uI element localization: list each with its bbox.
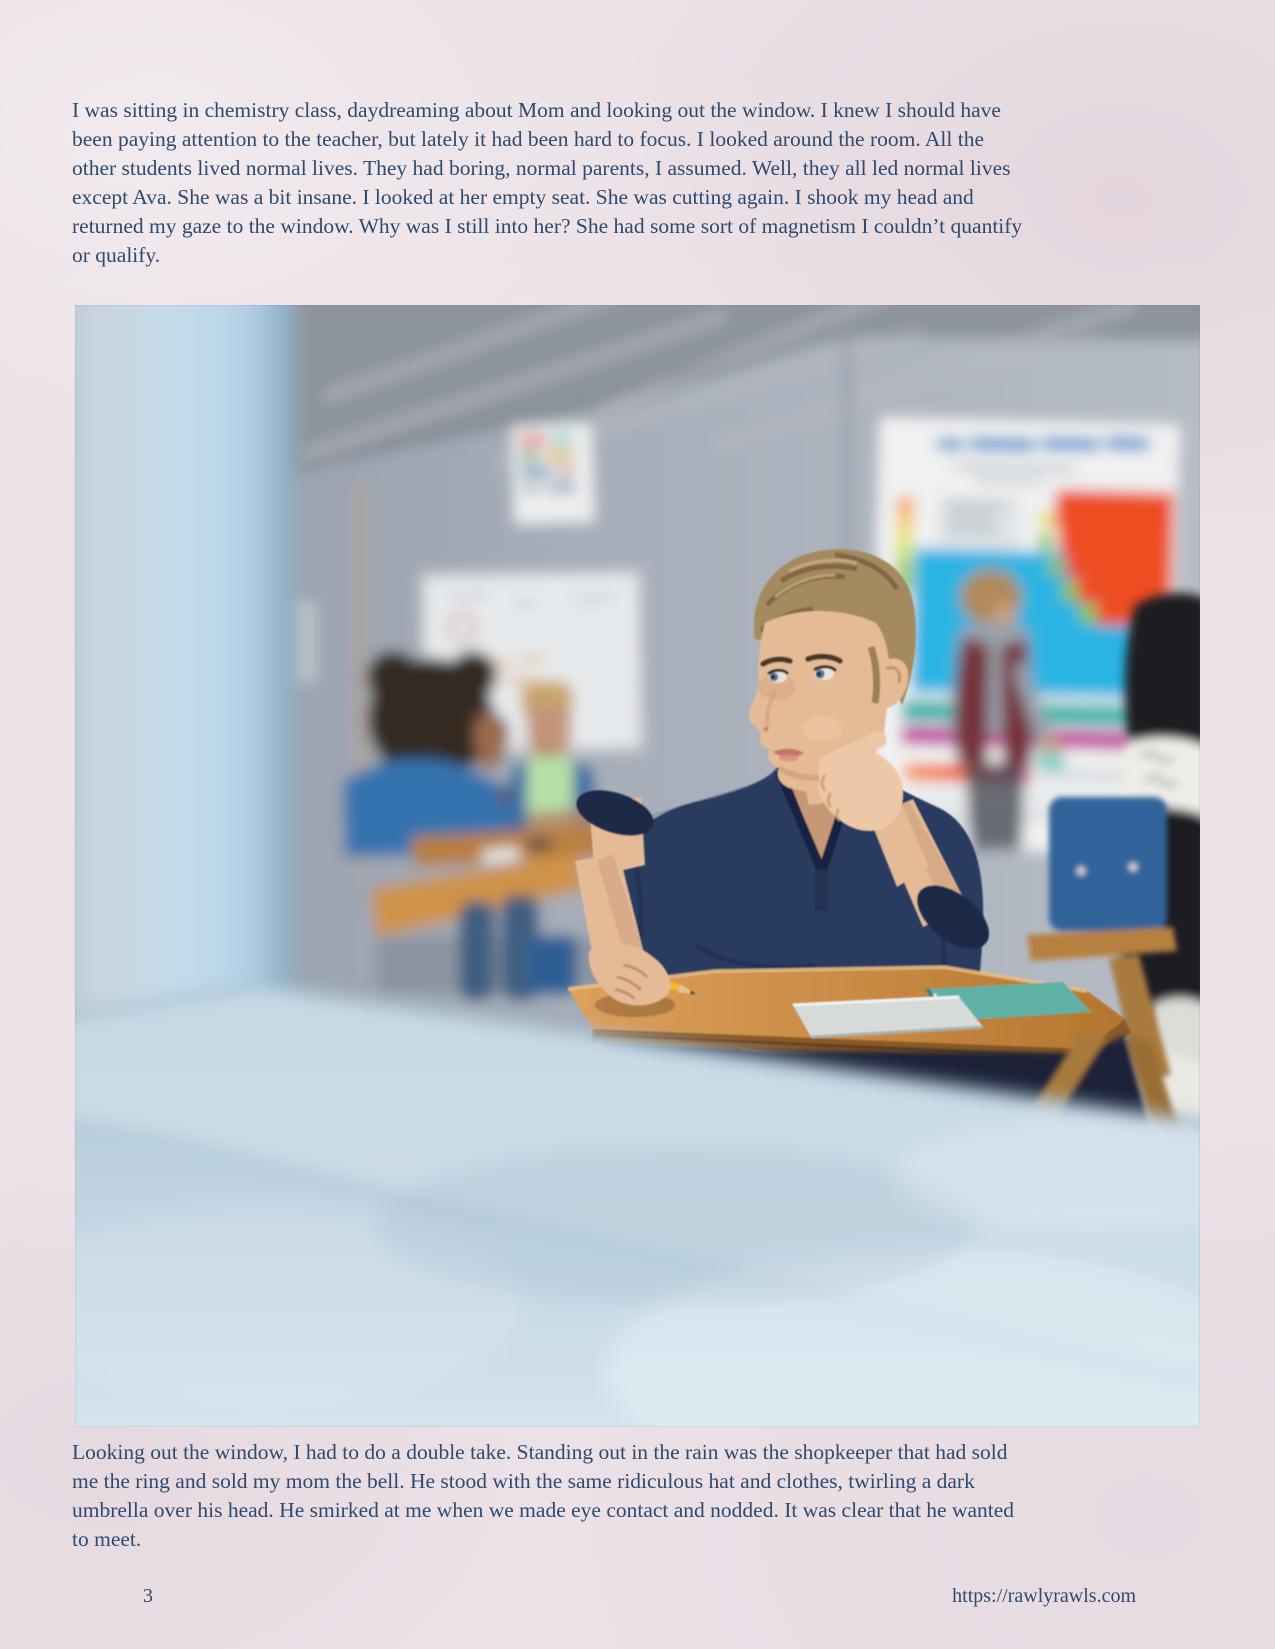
text-line: to meet. <box>72 1527 142 1551</box>
teacher-pants <box>965 763 1025 850</box>
student-boy-face <box>527 705 571 753</box>
wall-chart-small <box>511 424 594 525</box>
page-footer <box>72 1582 1136 1611</box>
text-line: other students lived normal lives. They had boring, normal parents, I assumed. Well, they all led normal lives <box>72 156 1011 180</box>
background-chair <box>527 935 577 995</box>
classroom-illustration <box>75 305 1200 1427</box>
student-jeans-leg <box>459 901 495 1001</box>
text-line: I was sitting in chemistry class, daydreaming about Mom and looking out the window. I knew I should have <box>72 98 1001 122</box>
text-line: umbrella over his head. He smirked at me when we made eye contact and nodded. It was clear that he wanted <box>72 1498 1015 1522</box>
classroom-scene <box>75 305 1200 1427</box>
page-number: 3 <box>143 1585 153 1607</box>
text-line: returned my gaze to the window. Why was I still into her? She had some sort of magnetism I couldn’t quantify <box>72 214 1023 238</box>
paragraph-bottom <box>72 1438 1136 1554</box>
paragraph-top <box>72 96 1136 270</box>
text-line: except Ava. She was a bit insane. I looked at her empty seat. She was cutting again. I shook my head and <box>72 185 974 209</box>
text-line: or qualify. <box>72 243 161 267</box>
site-link[interactable]: https://rawlyrawls.com <box>952 1585 1136 1607</box>
window-frame-inner-edge <box>271 305 289 1045</box>
teacher-vest <box>955 637 989 767</box>
text-line: been paying attention to the teacher, but lately it had been hard to focus. I looked around the room. All the <box>72 127 985 151</box>
window-frame-vertical <box>75 305 295 1065</box>
text-line: Looking out the window, I had to do a double take. Standing out in the rain was the shopkeeper that had sold <box>72 1440 1008 1464</box>
shirt-placket <box>815 869 828 911</box>
text-line: me the ring and sold my mom the bell. He stood with the same ridiculous hat and clothes, twirling a dark <box>72 1469 975 1493</box>
